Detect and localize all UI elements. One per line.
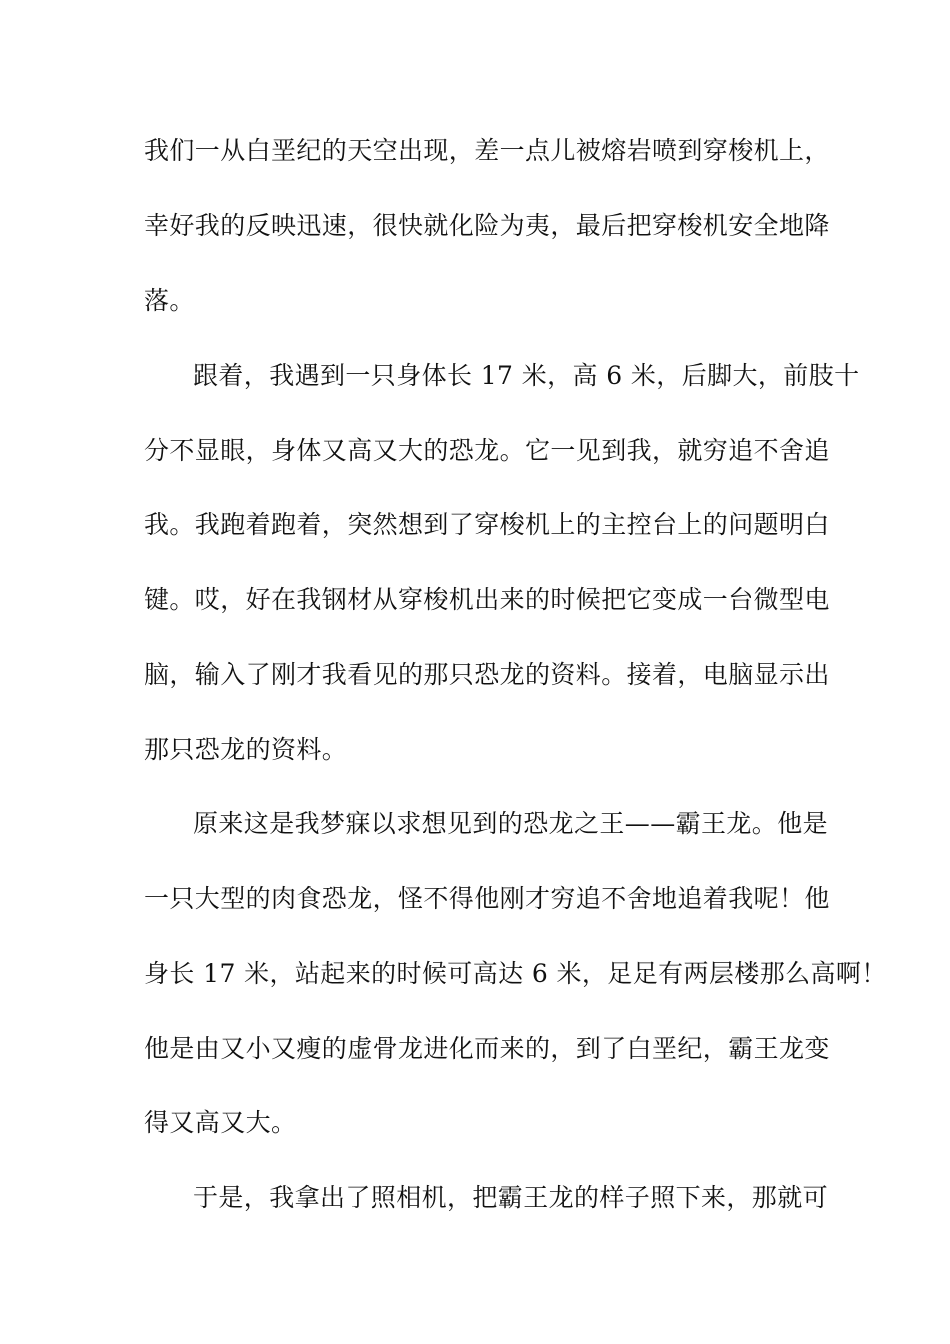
text-line: 一只大型的肉食恐龙，怪不得他刚才穷追不舍地追着我呢！他 <box>144 884 830 913</box>
paragraph-first-line: 于是，我拿出了照相机，把霸王龙的样子照下来，那就可 <box>193 1183 829 1212</box>
text-line: 那只恐龙的资料。 <box>144 735 348 764</box>
text-line: 他是由又小又瘦的虚骨龙进化而来的，到了白垩纪，霸王龙变 <box>144 1034 830 1063</box>
text-line: 得又高又大。 <box>144 1108 297 1137</box>
text-line: 分不显眼，身体又高又大的恐龙。它一见到我，就穷追不舍追 <box>144 436 830 465</box>
text-line: 幸好我的反映迅速，很快就化险为夷，最后把穿梭机安全地降 <box>144 211 830 240</box>
paragraph-first-line: 原来这是我梦寐以求想见到的恐龙之王——霸王龙。他是 <box>193 809 829 838</box>
text-line: 键。哎，好在我钢材从穿梭机出来的时候把它变成一台微型电 <box>144 585 830 614</box>
text-line: 身长 17 米，站起来的时候可高达 6 米，足足有两层楼那么高啊！ <box>144 959 887 988</box>
paragraph-first-line: 跟着，我遇到一只身体长 17 米，高 6 米，后脚大，前肢十 <box>193 361 860 390</box>
text-line: 落。 <box>144 286 195 315</box>
text-line: 我们一从白垩纪的天空出现，差一点儿被熔岩喷到穿梭机上， <box>144 136 830 165</box>
text-line: 我。我跑着跑着，突然想到了穿梭机上的主控台上的问题明白 <box>144 510 830 539</box>
text-line: 脑，输入了刚才我看见的那只恐龙的资料。接着，电脑显示出 <box>144 660 830 689</box>
